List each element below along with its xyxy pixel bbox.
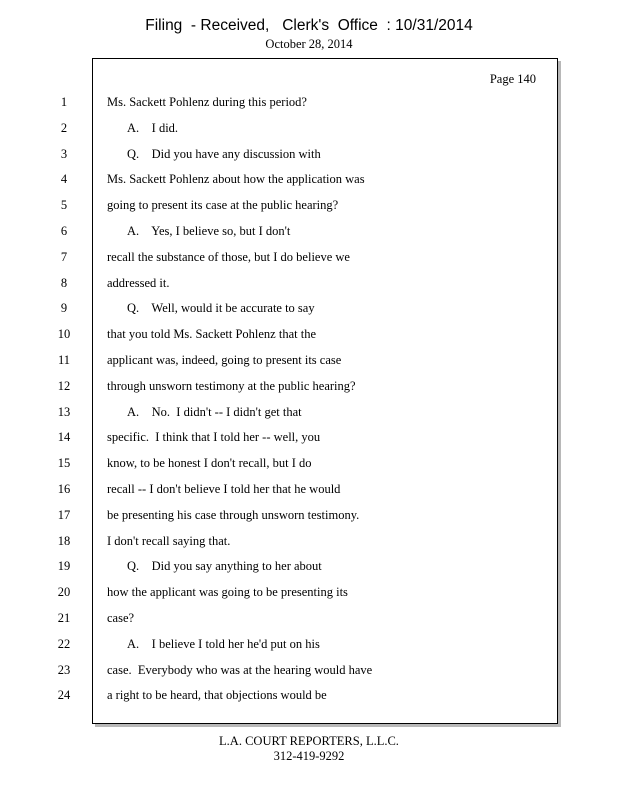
transcript-line: recall the substance of those, but I do believe we	[107, 249, 350, 264]
transcript-line: specific. I think that I told her -- well, you	[107, 430, 321, 445]
transcript-line: Q. Did you say anything to her about	[127, 559, 322, 574]
transcript-line: I don't recall saying that.	[107, 533, 231, 548]
line-number: 7	[60, 249, 68, 264]
line-number: 3	[60, 146, 68, 161]
line-number: 16	[57, 482, 71, 496]
line-number: 15	[57, 456, 71, 471]
line-number: 5	[60, 198, 68, 213]
transcript-line: recall -- I don't believe I told her that he would	[107, 482, 341, 496]
deposition-date: October 28, 2014	[265, 37, 353, 51]
transcript-line: applicant was, indeed, going to present its case	[107, 353, 342, 367]
transcript-line: how the applicant was going to be presenting its	[107, 585, 348, 600]
line-number: 14	[57, 430, 71, 445]
transcript-line: Ms. Sackett Pohlenz during this period?	[107, 95, 307, 109]
transcript-line: A. Yes, I believe so, but I don't	[127, 224, 291, 238]
transcript-line: A. I believe I told her he'd put on his	[127, 636, 320, 651]
line-number: 20	[57, 585, 71, 600]
transcript-line: be presenting his case through unsworn testimony.	[107, 507, 360, 522]
line-number: 8	[60, 275, 68, 290]
page-number: Page 140	[489, 72, 536, 86]
line-number: 19	[57, 559, 71, 574]
court-reporter-phone: 312-419-9292	[273, 749, 345, 763]
transcript-line: through unsworn testimony at the public hearing?	[107, 378, 356, 393]
transcript-line: a right to be heard, that objections would be	[107, 688, 327, 703]
line-number: 9	[60, 301, 68, 316]
transcript-line: case. Everybody who was at the hearing would have	[107, 662, 373, 677]
transcript-line: A. I did.	[127, 120, 179, 135]
transcript-line: know, to be honest I don't recall, but I do	[107, 456, 312, 471]
transcript-line: addressed it.	[107, 275, 170, 290]
line-number: 4	[60, 172, 68, 187]
transcript-line: Ms. Sackett Pohlenz about how the application was	[107, 172, 365, 187]
transcript-line: Q. Did you have any discussion with	[127, 146, 321, 161]
line-number: 17	[57, 507, 71, 522]
filing-stamp: Filing - Received, Clerk's Office : 10/31/2014	[145, 17, 473, 34]
line-number: 23	[57, 662, 71, 677]
transcript-line: going to present its case at the public hearing?	[107, 198, 339, 213]
line-number: 1	[60, 95, 68, 109]
line-number: 2	[60, 120, 68, 135]
line-number: 6	[60, 224, 68, 238]
transcript-line: that you told Ms. Sackett Pohlenz that the	[107, 327, 316, 342]
line-number: 21	[57, 611, 71, 625]
line-number: 12	[57, 378, 71, 393]
transcript-line: A. No. I didn't -- I didn't get that	[127, 404, 302, 419]
transcript-line: case?	[107, 611, 135, 625]
line-number: 24	[57, 688, 71, 703]
line-number: 13	[57, 404, 71, 419]
line-number: 22	[57, 636, 71, 651]
transcript-page	[92, 58, 558, 724]
court-reporter-name: L.A. COURT REPORTERS, L.L.C.	[219, 734, 399, 748]
line-number: 11	[57, 353, 71, 367]
transcript-line: Q. Well, would it be accurate to say	[127, 301, 315, 316]
line-number: 10	[57, 327, 71, 342]
line-number: 18	[57, 533, 71, 548]
